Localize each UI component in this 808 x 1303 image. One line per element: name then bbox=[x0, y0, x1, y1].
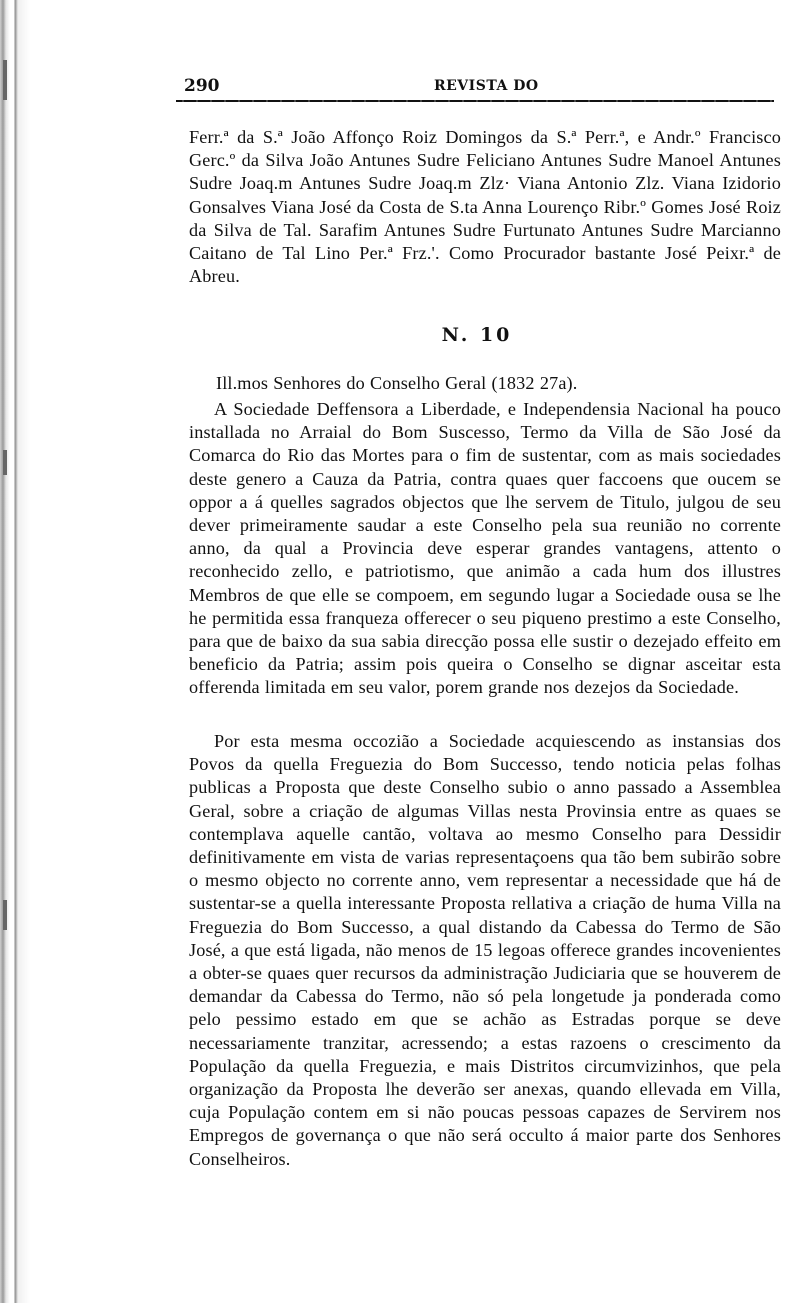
book-page bbox=[176, 70, 781, 1169]
header-rule bbox=[176, 100, 774, 102]
body-paragraph: A Sociedade Deffensora a Liberdade, e Independensia Nacional ha pouco installada no Arraial do Bom Suscesso, Termo da Villa de São José da Comarca do Rio das Mortes para o fim de sustentar, com as mais sociedades deste genero a Cauza da Patria, contra quaes quer faccoens que oucem se oppor a á quelles sagrados objectos que lhe servem de Titulo, julgou de seu dever primeiramente saudar a este Conselho pela sua reunião no corrente anno, da qual a Provincia deve esperar grandes vantagens, attento o reconhecido zello, e patriotismo, que animão a cada hum dos illustres Membros de que elle se compoem, em segundo lugar a Sociedade ousa se lhe he permitida essa franqueza offerecer o seu piqueno prestimo a este Conselho, para que de baixo da sua sabia direcção possa elle sustir o dezejado effeito em beneficio da Patria; assim pois queira o Conselho se dignar asceitar esta offerenda limitada em seu valor, porem grande nos dezejos da Sociedade. bbox=[189, 399, 781, 698]
salutation: Ill.mos Senhores do Conselho Geral (1832 27a). bbox=[216, 373, 578, 393]
running-head bbox=[176, 70, 778, 100]
document-number: N. 10 bbox=[441, 324, 513, 346]
binding-mark bbox=[3, 60, 7, 100]
list-continuation: Ferr.ª da S.ª João Affonço Roiz Domingos da S.ª Perr.ª, e Andr.º Francisco Gerc.º da Silva João Antunes Sudre Feliciano Antunes Sudre Manoel Antunes Sudre Joaq.m Antunes Sudre Joaq.m Zlz· Viana Antonio Zlz. Viana Izidorio Gonsalves Viana José da Costa de S.ta Anna Lourenço Ribr.º Gomes José Roiz da Silva de Tal. Sarafim Antunes Sudre Furtunato Antunes Sudre Marcianno Caitano de Tal Lino Per.ª Frz.'. Como Procurador bastante José Peixr.ª de Abreu. bbox=[189, 127, 781, 287]
body-paragraph: Por esta mesma occozião a Sociedade acquiescendo as instansias dos Povos da quella Freguezia do Bom Successo, tendo noticia pelas folhas publicas a Proposta que deste Conselho subio o anno passado a Assemblea Geral, sobre a criação de algumas Villas nesta Provinsia entre as quaes se contemplava aquelle cantão, voltava ao mesmo Conselho para Dessidir definitivamente em vista de varias representaçoens qua tão bem subirão sobre o mesmo objecto no corrente anno, vem representar a necessidade que há de sustentar-se a quella interessante Proposta rellativa a criação de huma Villa na Freguezia do Bom Successo, a qual distando da Cabessa do Termo de São José, a que está ligada, não menos de 15 legoas offerece grandes incovenientes a obter-se quaes quer recursos da administração Judiciaria que se houverem de demandar da Cabessa do Termo, não só pela longetude ja ponderada como pelo pessimo estado em que se achão as Estradas porque se deve necessariamente tranzitar, acressendo; a estas razoens o crescimento da População da quella Freguezia, e mais Distritos circumvizinhos, que pela organização da Proposta lhe deverão ser anexas, quando ellevada em Villa, cuja População contem em si não poucas pessoas capazes de Servirem nos Empregos de governança o que não será occulto á maior parte dos Senhores Conselheiros. bbox=[189, 731, 781, 1169]
journal-title: REVISTA DO bbox=[434, 78, 539, 94]
binding-edge bbox=[0, 0, 30, 1303]
binding-mark bbox=[3, 450, 7, 475]
binding-mark bbox=[3, 900, 7, 930]
page-number: 290 bbox=[184, 76, 220, 96]
